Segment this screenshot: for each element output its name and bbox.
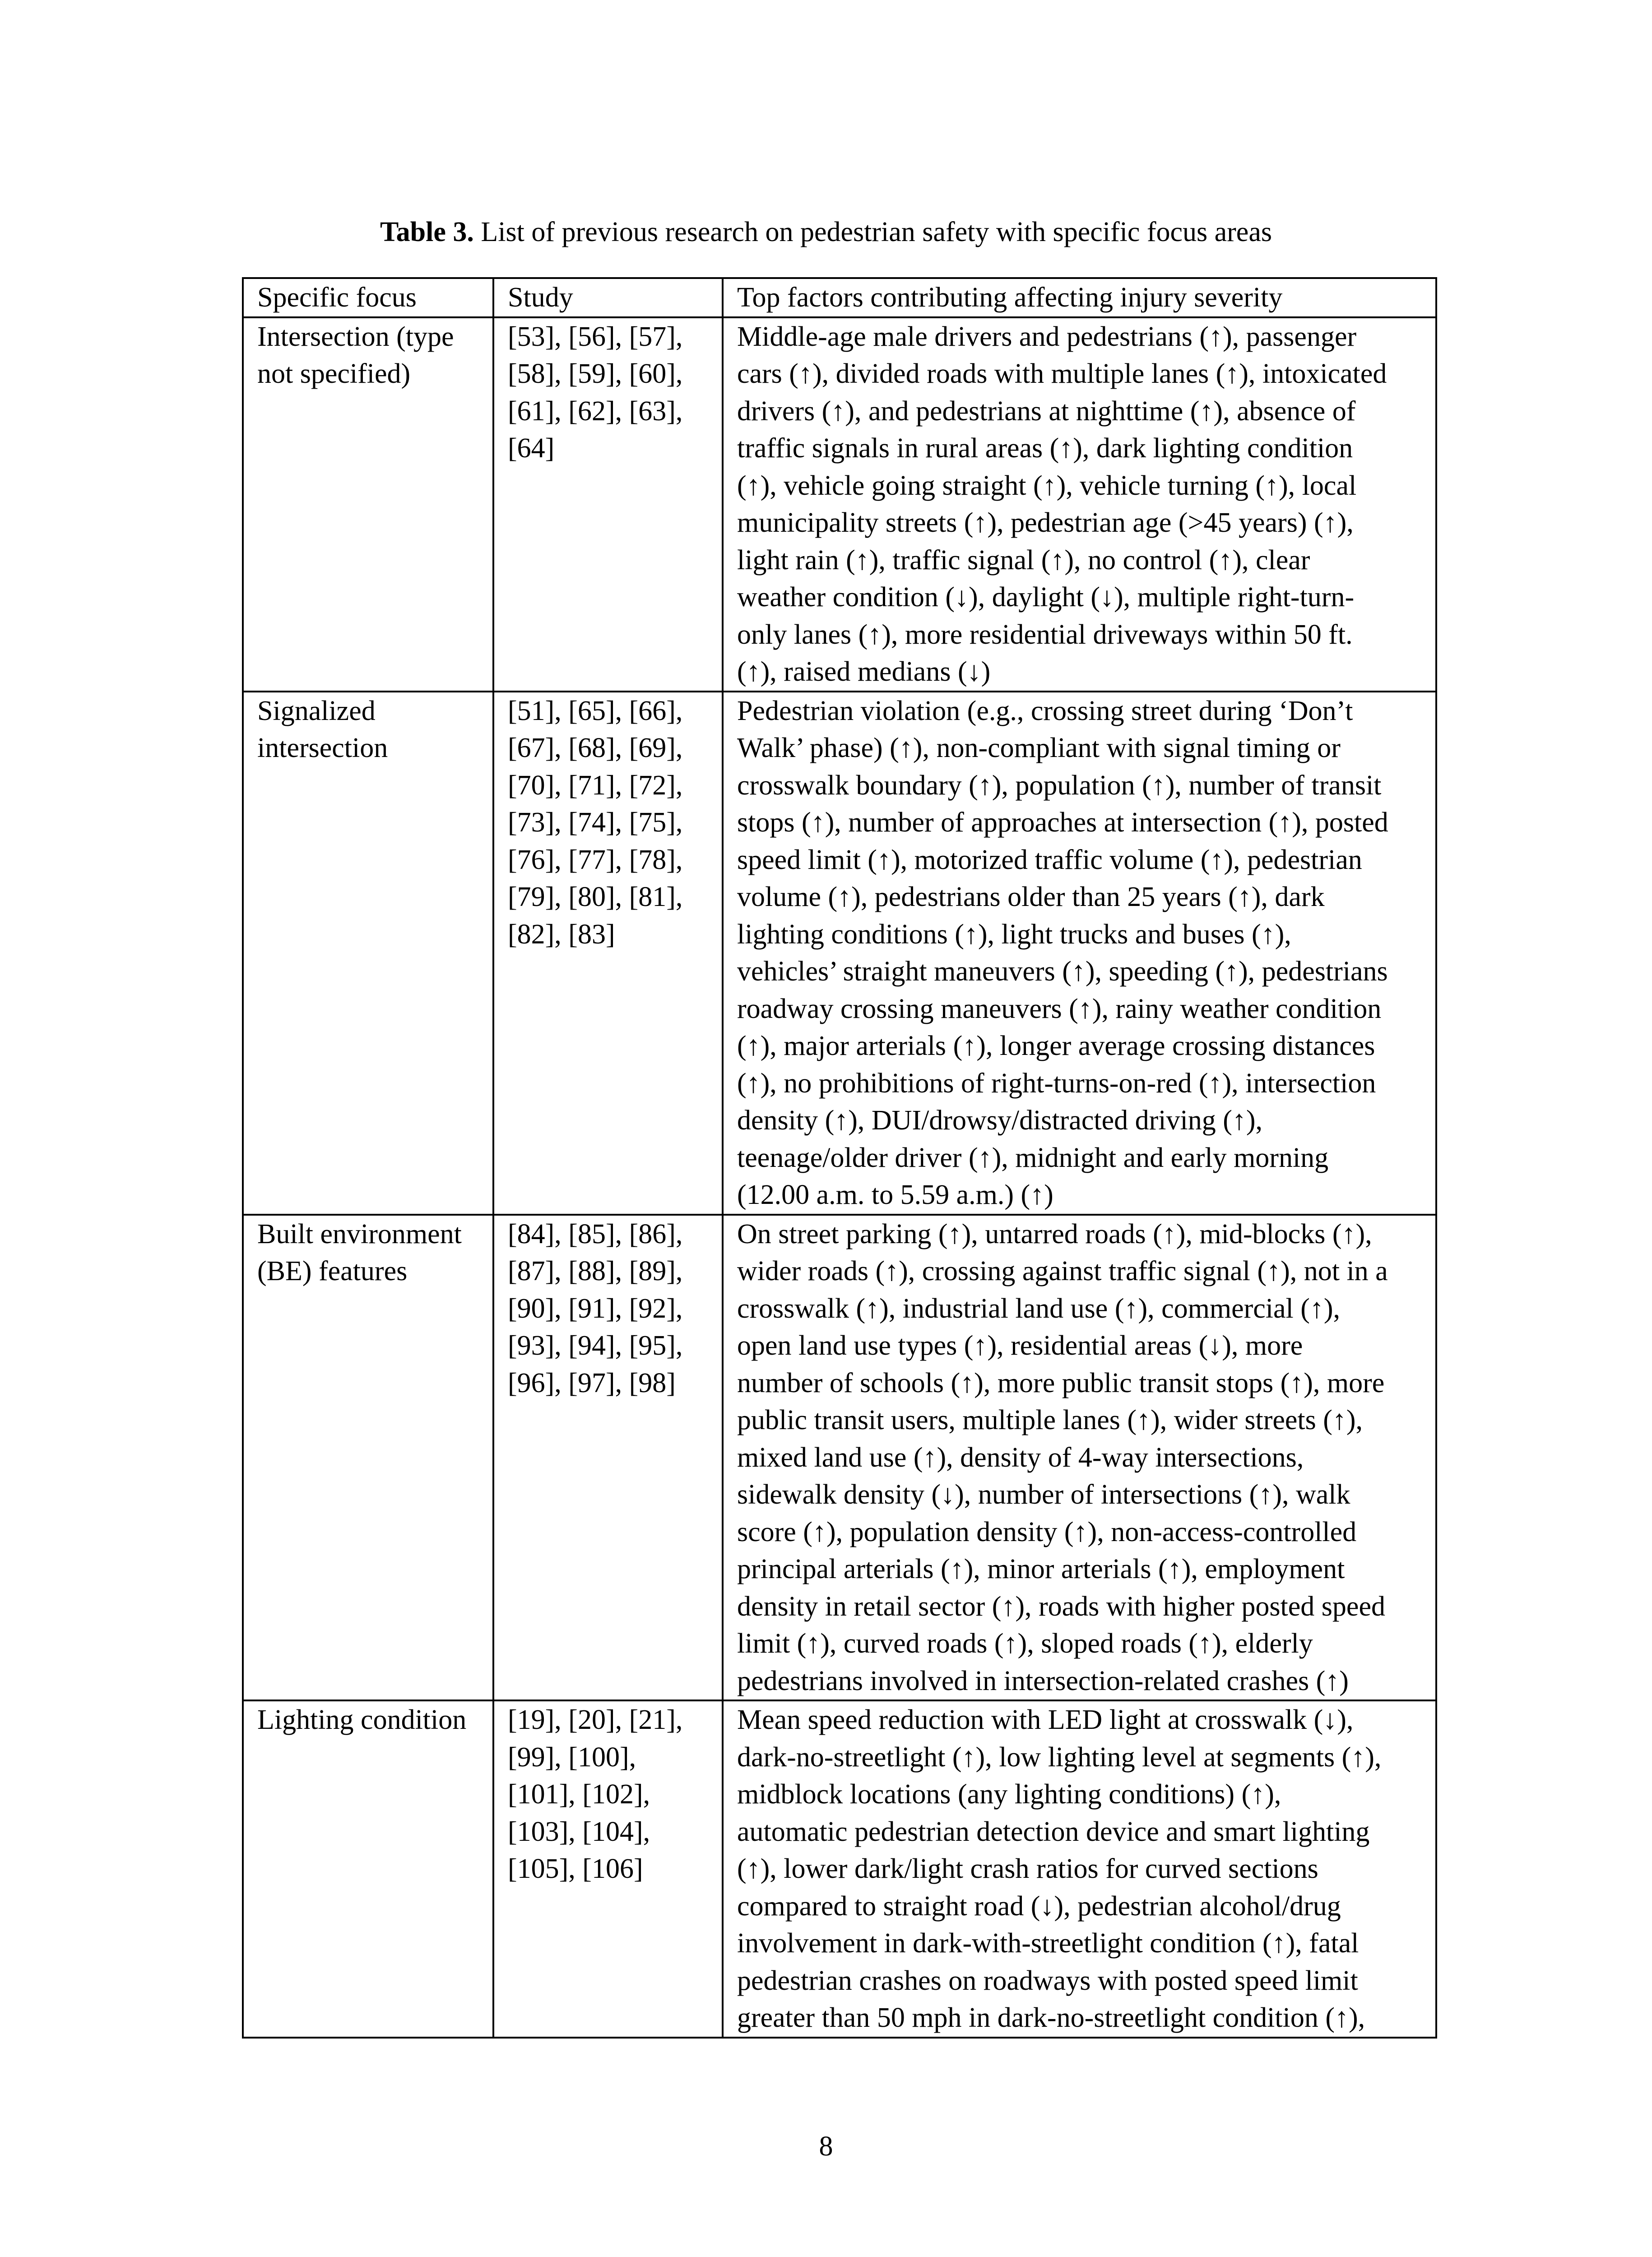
column-header-top-factors: Top factors contributing affecting injury severity <box>723 278 1436 317</box>
study-cell: [84], [85], [86], [87], [88], [89], [90], [91], [92], [93], [94], [95], [96], [97], [98] <box>493 1215 723 1701</box>
factors-cell: Pedestrian violation (e.g., crossing street during ‘Don’t Walk’ phase) (↑), non-compliant with signal timing or crosswalk boundary (↑), population (↑), number of transit stops (↑), number of approaches at intersection (↑), posted speed limit (↑), motorized traffic volume (↑), pedestrian volume (↑), pedestrians older than 25 years (↑), dark lighting conditions (↑), light trucks and buses (↑), vehicles’ straight maneuvers (↑), speeding (↑), pedestrians roadway crossing maneuvers (↑), rainy weather condition (↑), major arterials (↑), longer average crossing distances (↑), no prohibitions of right-turns-on-red (↑), intersection density (↑), DUI/drowsy/distracted driving (↑), teenage/older driver (↑), midnight and early morning (12.00 a.m. to 5.59 a.m.) (↑) <box>723 692 1436 1215</box>
research-table <box>242 277 1437 2039</box>
table-row <box>243 692 1436 1215</box>
study-cell: [51], [65], [66], [67], [68], [69], [70], [71], [72], [73], [74], [75], [76], [77], [78], [79], [80], [81], [82], [83] <box>493 692 723 1215</box>
table-caption-text: List of previous research on pedestrian safety with specific focus areas <box>473 217 1272 247</box>
table-caption-label: Table 3. <box>380 217 474 247</box>
focus-cell: Lighting condition <box>243 1700 493 2038</box>
study-cell: [19], [20], [21], [99], [100], [101], [102], [103], [104], [105], [106] <box>493 1700 723 2038</box>
table-row <box>243 1700 1436 2038</box>
focus-cell: Built environment (BE) features <box>243 1215 493 1701</box>
table-row <box>243 317 1436 692</box>
focus-cell: Signalized intersection <box>243 692 493 1215</box>
table-caption <box>0 214 1652 250</box>
factors-cell: Mean speed reduction with LED light at crosswalk (↓), dark-no-streetlight (↑), low lighting level at segments (↑), midblock locations (any lighting conditions) (↑), automatic pedestrian detection device and smart lighting (↑), lower dark/light crash ratios for curved sections compared to straight road (↓), pedestrian alcohol/drug involvement in dark-with-streetlight condition (↑), fatal pedestrian crashes on roadways with posted speed limit greater than 50 mph in dark-no-streetlight condition (↑), <box>723 1700 1436 2038</box>
study-cell: [53], [56], [57], [58], [59], [60], [61], [62], [63], [64] <box>493 317 723 692</box>
column-header-specific-focus: Specific focus <box>243 278 493 317</box>
table-row <box>243 1215 1436 1701</box>
page-number: 8 <box>819 2131 833 2162</box>
factors-cell: Middle-age male drivers and pedestrians (↑), passenger cars (↑), divided roads with multiple lanes (↑), intoxicated drivers (↑), and pedestrians at nighttime (↑), absence of traffic signals in rural areas (↑), dark lighting condition (↑), vehicle going straight (↑), vehicle turning (↑), local municipality streets (↑), pedestrian age (>45 years) (↑), light rain (↑), traffic signal (↑), no control (↑), clear weather condition (↓), daylight (↓), multiple right-turn- only lanes (↑), more residential driveways within 50 ft. (↑), raised medians (↓) <box>723 317 1436 692</box>
table-header-row <box>243 278 1436 317</box>
factors-cell: On street parking (↑), untarred roads (↑), mid-blocks (↑), wider roads (↑), crossing against traffic signal (↑), not in a crosswalk (↑), industrial land use (↑), commercial (↑), open land use types (↑), residential areas (↓), more number of schools (↑), more public transit stops (↑), more public transit users, multiple lanes (↑), wider streets (↑), mixed land use (↑), density of 4-way intersections, sidewalk density (↓), number of intersections (↑), walk score (↑), population density (↑), non-access-controlled principal arterials (↑), minor arterials (↑), employment density in retail sector (↑), roads with higher posted speed limit (↑), curved roads (↑), sloped roads (↑), elderly pedestrians involved in intersection-related crashes (↑) <box>723 1215 1436 1701</box>
column-header-study: Study <box>493 278 723 317</box>
focus-cell: Intersection (type not specified) <box>243 317 493 692</box>
